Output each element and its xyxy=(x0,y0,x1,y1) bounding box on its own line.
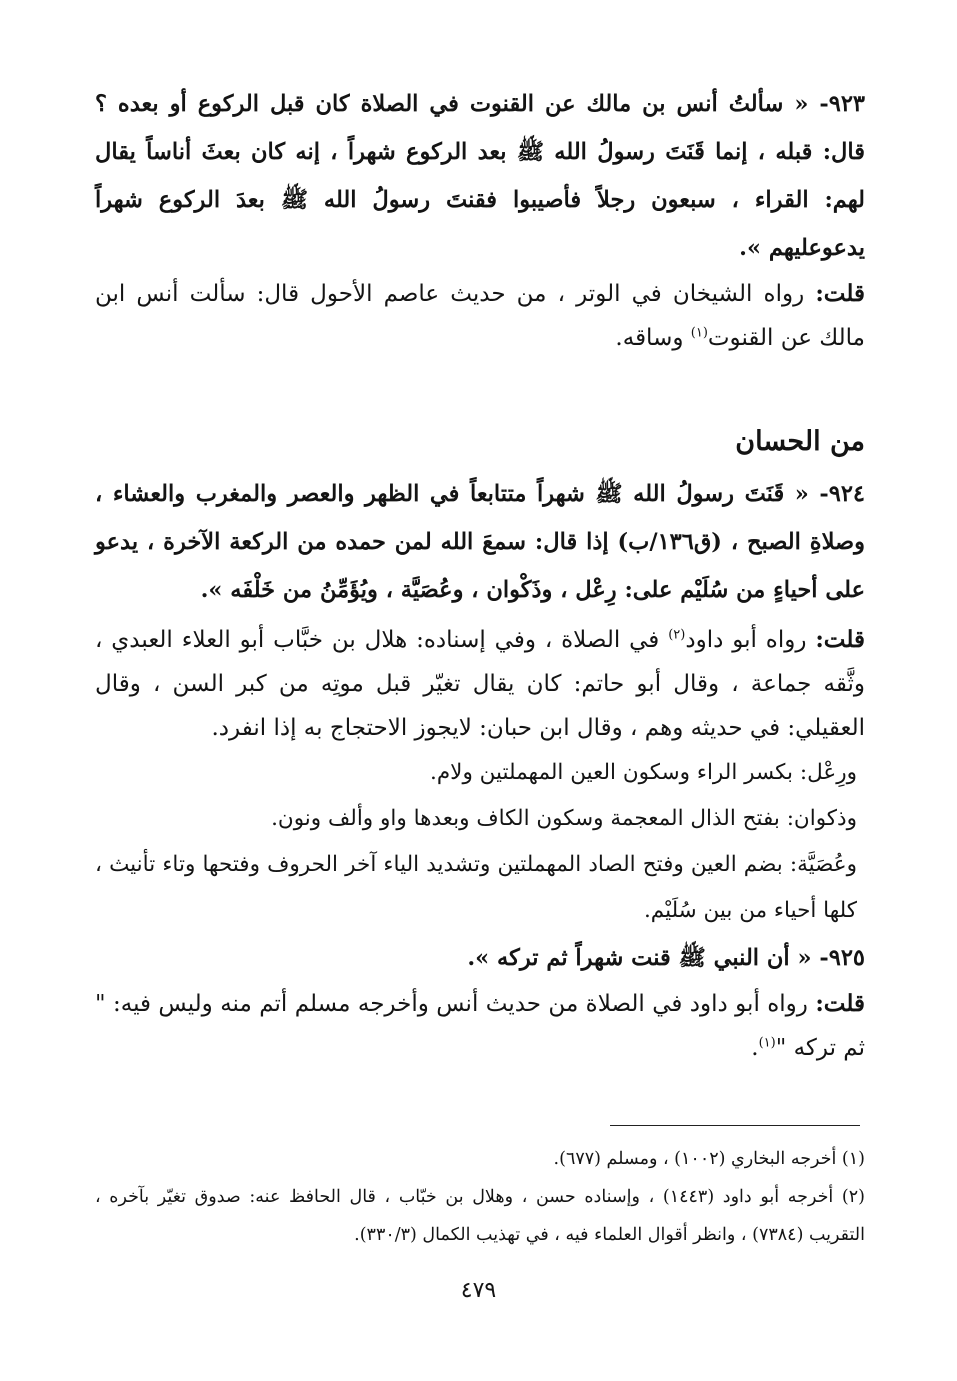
footnote-divider xyxy=(610,1125,860,1126)
hadith-925: ٩٢٥- « أن النبي ﷺ قنت شهراً ثم تركه ». xyxy=(467,945,865,971)
footnote-1: (١) أخرجه البخاري (١٠٠٢) ، ومسلم (٦٧٧). xyxy=(553,1149,865,1169)
commentary-text-start: رواه أبو داود xyxy=(685,627,816,653)
page-number: ٤٧٩ xyxy=(460,1278,497,1303)
commentary-925 xyxy=(95,982,865,1070)
footnote-ref[interactable]: (٢) xyxy=(668,627,686,643)
commentary-text: رواه أبو داود في الصلاة من حديث أنس وأخرجه مسلم أتم منه وليس فيه: " ثم تركه " xyxy=(95,991,865,1061)
hadith-924: ٩٢٤- « قَنَتَ رسولُ الله ﷺ شهراً متتابعاً في الظهر والعصر والمغرب والعشاء ، وصلاةِ الصبح ، (ق١٣٦/ب) إذا قال: سمعَ الله لمن حمده من الركعة الآخرة ، يدعو على أحياءٍ من سُلَيْم على: رِعْل ، وذَكْوان ، وعُصَيَّة ، ويُؤَمِّنُ من خَلْفَه ». xyxy=(95,481,865,603)
commentary-text: في الصلاة ، وفي إسناده: هلال بن خبَّاب أبو العلاء العبدي ، وثَّقه جماعة ، وقال أبو حاتم: كان يقال تغيّر قبل موتِه من كبر السن ، وقال العقيلي: في حديثه وهم ، وقال ابن حبان: لايجوز الاحتجاج به إذا انفرد. xyxy=(95,627,865,741)
commentary-text: رواه الشيخان في الوتر ، من حديث عاصم الأحول قال: سألت أنس ابن مالك عن القنوت xyxy=(95,281,865,351)
footnote-ref[interactable]: (١) xyxy=(690,325,708,341)
gloss-ril: ورِعْل: بكسر الراء وسكون العين المهملتين ولام. xyxy=(430,760,857,785)
gloss-usayya: وعُصَيَّة: بضم العين وفتح الصاد المهملتين وتشديد الياء آخر الحروف وفتحها وتاء تأنيث ، كلها أحياء من بين سُلَيْم. xyxy=(95,852,857,923)
qult-label: قلت: xyxy=(815,990,865,1017)
commentary-text-end: وساقه. xyxy=(615,325,691,351)
qult-label: قلت: xyxy=(815,626,865,653)
footnotes xyxy=(95,1140,865,1254)
commentary-text-end: . xyxy=(751,1035,759,1061)
hadith-923: ٩٢٣- « سألتُ أنس بن مالك عن القنوت في الصلاة كان قبل الركوع أو بعده ؟ قال: قبله ، إنما قَنَتَ رسولُ الله ﷺ بعد الركوع شهراً ، إنه كان بعثَ أناساً يقال لهم: القراء ، سبعون رجلاً فأصيبوا فقنتَ رسولُ الله ﷺ بعدَ الركوع شهراً يدعوعليهم ». xyxy=(95,91,865,261)
commentary-923 xyxy=(95,272,865,360)
footnote-2: (٢) أخرجه أبو داود (١٤٤٣) ، وإسناده حسن ، وهلال بن خبّاب ، قال الحافظ عنه: صدوق تغيّر بآخره ، التقريب (٧٣٨٤) ، وانظر أقوال العلماء فيه ، في تهذيب الكمال (٣٣٠/٣). xyxy=(95,1187,865,1245)
section-heading: من الحسان xyxy=(735,426,865,457)
qult-label: قلت: xyxy=(815,280,865,307)
gloss-dhakwan: وذكوان: بفتح الذال المعجمة وسكون الكاف وبعدها واو وألف ونون. xyxy=(271,806,857,831)
page-body xyxy=(95,80,865,1070)
commentary-924 xyxy=(95,618,865,750)
footnote-ref[interactable]: (١) xyxy=(758,1035,776,1051)
